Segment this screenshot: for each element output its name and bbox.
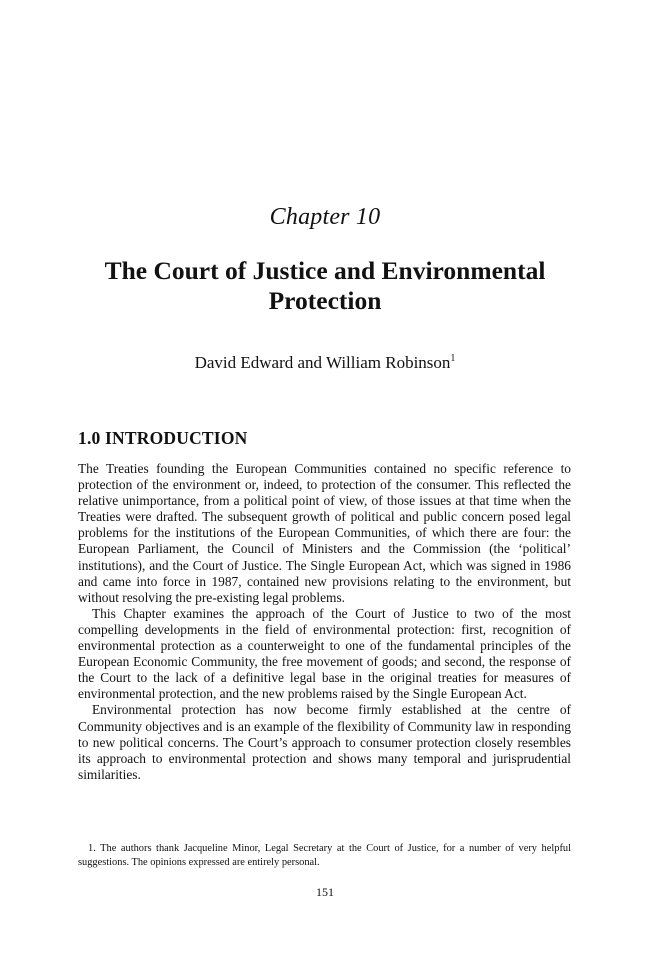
page-number: 151	[316, 885, 334, 899]
paragraph: This Chapter examines the approach of the Court of Justice to two of the most compelling developments in the field of environmental protection: first, recognition of environmental protection as a counterweight to one of the fundamental principles of the European Economic Community, the free movement of goods; and second, the response of the Court to the lack of a definitive legal base in the original treaties for measures of environmental protection, and the new problems raised by the Single European Act.	[78, 605, 571, 702]
chapter-authors	[0, 353, 650, 373]
author-footnote-marker: 1	[450, 353, 456, 364]
footnote	[78, 842, 571, 870]
footnote-text: 1. The authors thank Jacqueline Minor, Legal Secretary at the Court of Justice, for a number of very helpful suggestions. The opinions expressed are entirely personal.	[78, 843, 571, 868]
author-names: David Edward and William Robinson	[194, 353, 451, 372]
paragraph: Environmental protection has now become firmly established at the centre of Community objectives and is an example of the flexibility of Community law in responding to new political concerns. The Court’s approach to consumer protection closely resembles its approach to environmental protection and shows many temporal and jurisprudential similarities.	[78, 702, 571, 782]
paragraph: The Treaties founding the European Communities contained no specific reference to protection of the environment or, indeed, to protection of the consumer. This reflected the relative unimportance, from a political point of view, of those issues at that time when the Treaties were drafted. The subsequent growth of political and public concern posed legal problems for the institutions of the European Communities, of which there are four: the European Parliament, the Council of Ministers and the Commission (the ‘political’ institutions), and the Court of Justice. The Single European Act, which was signed in 1986 and came into force in 1987, contained new provisions relating to the environment, but without resolving the pre-existing legal problems.	[78, 461, 571, 605]
chapter-title: The Court of Justice and Environmental Protection	[104, 256, 546, 315]
chapter-label: Chapter 10	[269, 204, 381, 230]
section-body	[78, 461, 571, 783]
section-heading: 1.0 INTRODUCTION	[78, 428, 248, 448]
